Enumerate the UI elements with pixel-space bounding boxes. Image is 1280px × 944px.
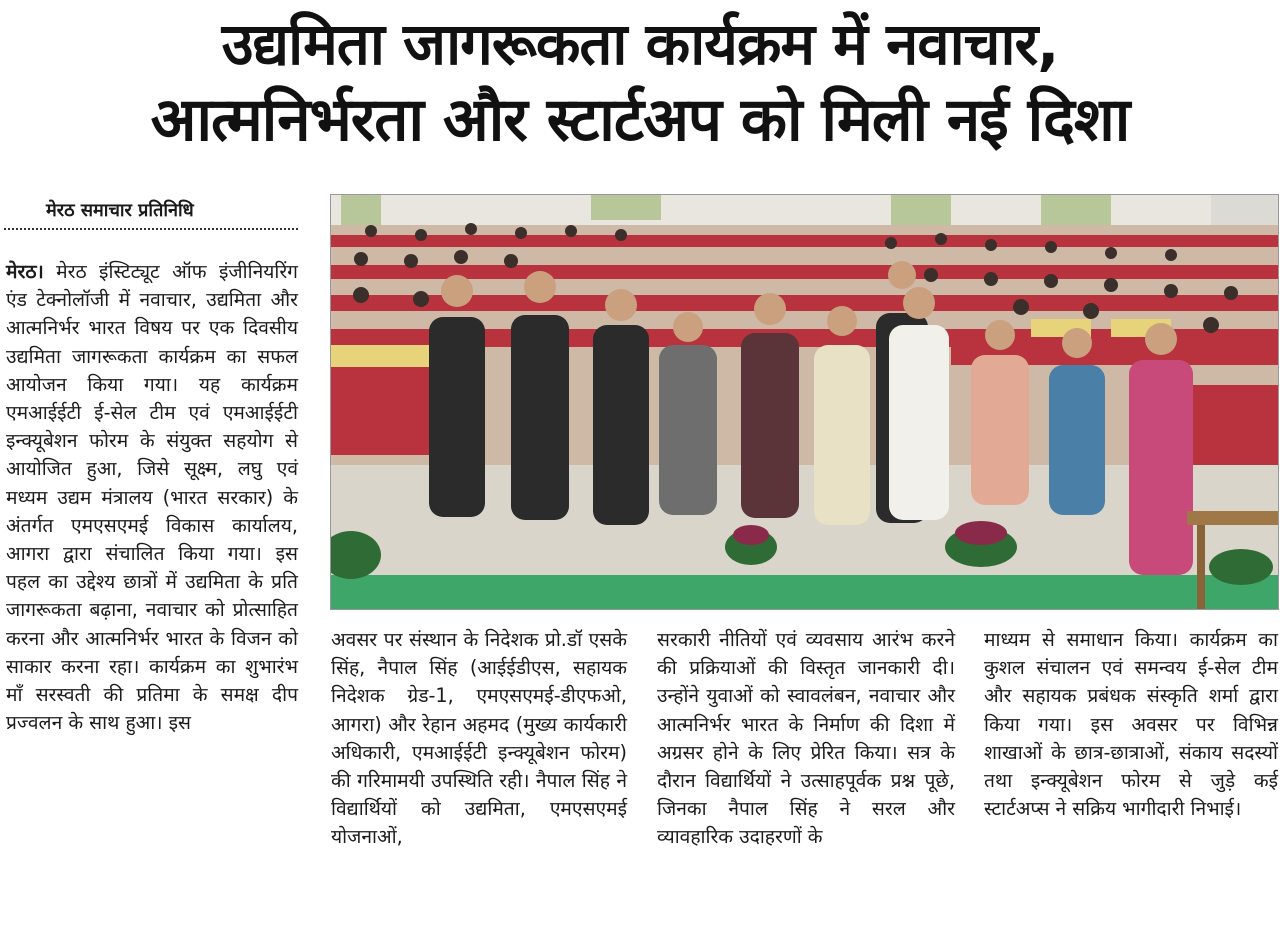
group-photo	[330, 194, 1279, 610]
group-photo-illustration	[331, 195, 1279, 610]
article-column-3: सरकारी नीतियों एवं व्यवसाय आरंभ करने की प्रक्रियाओं की विस्तृत जानकारी दी। उन्होंने युवाओं को स्वावलंबन, नवाचार और आत्मनिर्भर भारत के निर्माण की दिशा में अग्रसर होने के लिए प्रेरित किया। सत्र के दौरान विद्यार्थियों ने उत्साहपूर्वक प्रश्न पूछे, जिनका नैपाल सिंह ने सरल और व्यावहारिक उदाहरणों के	[657, 628, 955, 849]
article-dateline: मेरठ।	[6, 260, 44, 283]
headline-line-2: आत्मनिर्भरता और स्टार्टअप को मिली नई दिशा	[150, 85, 1130, 155]
article-column-4: माध्यम से समाधान किया। कार्यक्रम का कुशल संचालन एवं समन्वय ई-सेल टीम और सहायक प्रबंधक संस्कृति शर्मा द्वारा किया गया। इस अवसर पर विभिन्न शाखाओं के छात्र-छात्राओं, संकाय सदस्यों तथा इन्क्यूबेशन फोरम से जुड़े कई स्टार्टअप्स ने सक्रिय भागीदारी निभाई।	[984, 628, 1278, 821]
byline: मेरठ समाचार प्रतिनिधि	[4, 192, 298, 230]
headline-line-1: उद्यमिता जागरूकता कार्यक्रम में नवाचार,	[221, 10, 1059, 78]
article-column-1	[6, 258, 298, 737]
article-column-2: अवसर पर संस्थान के निदेशक प्रो.डॉ एसके सिंह, नैपाल सिंह (आईईडीएस, सहायक निदेशक ग्रेड-1, एमएसएमई-डीएफओ, आगरा) और रेहान अहमद (मुख्य कार्यकारी अधिकारी, एमआईईटी इन्क्यूबेशन फोरम) की गरिमामयी उपस्थिति रही। नैपाल सिंह ने विद्यार्थियों को उद्यमिता, एमएसएमई योजनाओं,	[331, 628, 627, 849]
headline	[0, 8, 1280, 160]
article-column-1-text: मेरठ इंस्टिट्यूट ऑफ इंजीनियरिंग एंड टेक्नोलॉजी में नवाचार, उद्यमिता और आत्मनिर्भर भारत विषय पर एक दिवसीय उद्यमिता जागरूकता कार्यक्रम का सफल आयोजन किया गया। यह कार्यक्रम एमआईईटी ई-सेल टीम एवं एमआईईटी इन्क्यूबेशन फोरम के संयुक्त सहयोग से आयोजित हुआ, जिसे सूक्ष्म, लघु एवं मध्यम उद्यम मंत्रालय (भारत सरकार) के अंतर्गत एमएसएमई विकास कार्यालय, आगरा द्वारा संचालित किया गया। इस पहल का उद्देश्य छात्रों में उद्यमिता के प्रति जागरूकता बढ़ाना, नवाचार को प्रोत्साहित करना और आत्मनिर्भर भारत के विजन को साकार करना रहा। कार्यक्रम का शुभारंभ माँ सरस्वती की प्रतिमा के समक्ष दीप प्रज्वलन के साथ हुआ। इस	[6, 260, 298, 735]
